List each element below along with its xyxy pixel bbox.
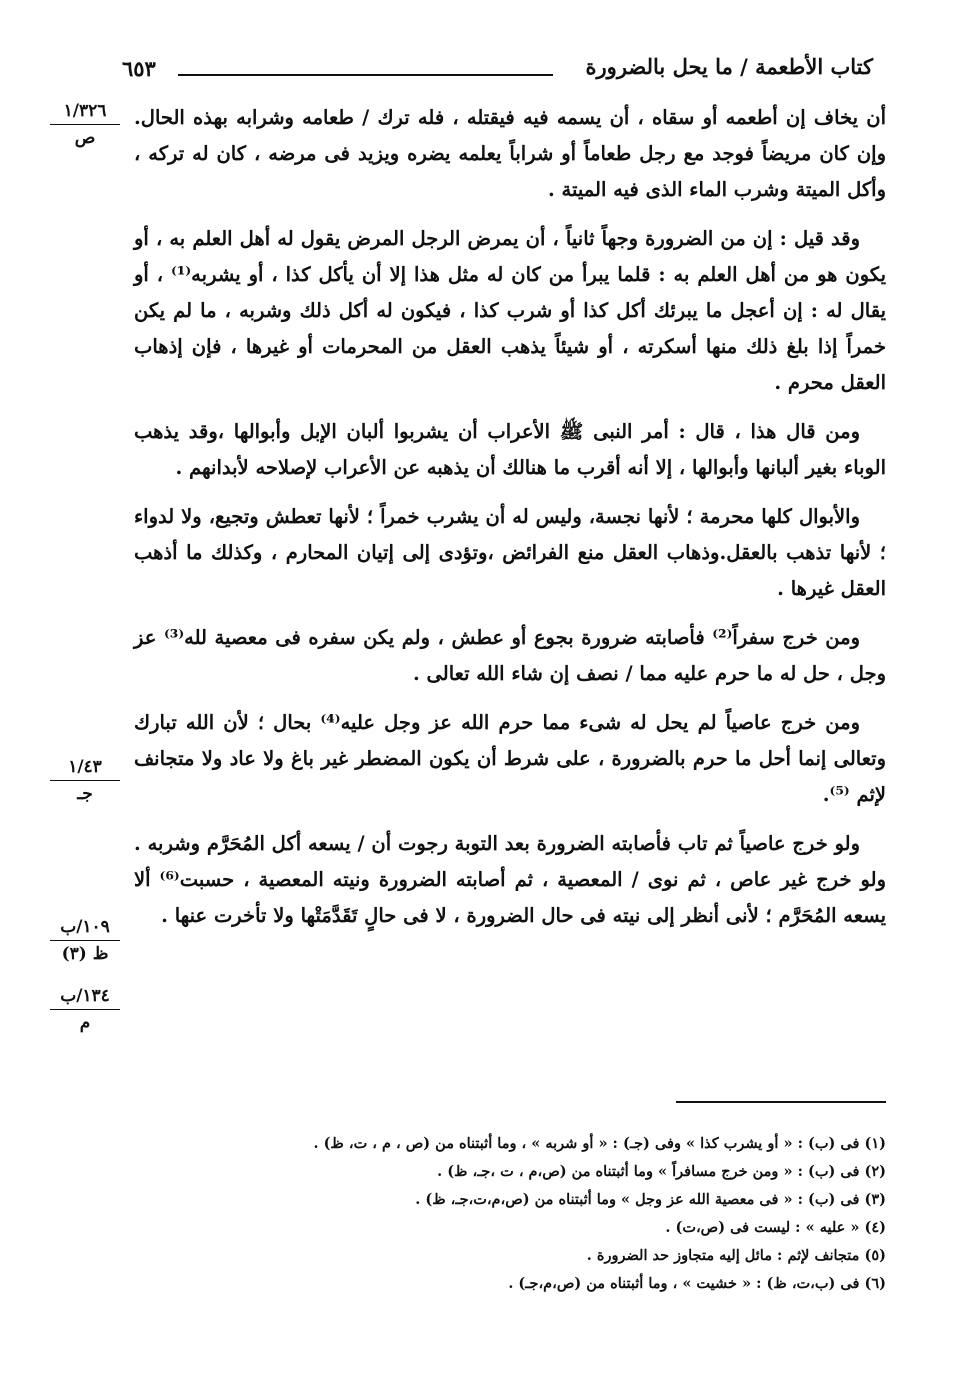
margin-note-manuscript-ref xyxy=(50,102,120,148)
margin-folio: ١/٤٣ xyxy=(50,758,120,781)
paragraph: والأبوال كلها محرمة ؛ لأنها نجسة، وليس له أن يشرب خمراً ؛ لأنها تعطش وتجيع، ولا لدواء ؛ لأنها تذهب بالعقل.وذهاب العقل منع الفرائض ،وتؤدى إلى إتيان المحارم ، وكذلك ما أذهب العقل غيرها . xyxy=(134,505,886,600)
margin-manuscript-siglum: ظ (٣) xyxy=(61,943,109,964)
footnote: (٣) فى (ب) : « فى معصية الله عز وجل » وما أثبتناه من (ص،م،ت،جـ، ظ) . xyxy=(415,1191,886,1208)
footnote: (١) فى (ب) : « أو يشرب كذا » وفى (جـ) : « أو شربه » ، وما أثبتناه من (ص ، م ، ت، ظ) . xyxy=(313,1135,886,1152)
margin-note-manuscript-ref xyxy=(50,987,120,1033)
paragraph: وقد قيل : إن من الضرورة وجهاً ثانياً ، أن يمرض الرجل المرض يقول له أهل العلم به ، أو يكون هو من أهل العلم به : قلما يبرأ من كان له مثل هذا إلا أن يأكل كذا ، أو يشربه⁽¹⁾ ، أو يقال له : إن أعجل ما يبرئك أكل كذا أو شرب كذا ، فيكون له أكل ذلك وشربه ، ما لم يكن خمراً إذا بلغ ذلك منها أسكرته ، أو شيئاً يذهب العقل من المحرمات أو غيرها ، فإن إذهاب العقل محرم . xyxy=(134,227,886,394)
paragraph: ومن قال هذا ، قال : أمر النبى ﷺ الأعراب أن يشربوا ألبان الإبل وأبوالها ،وقد يذهب الوباء بغير ألبانها وأبوالها ، إلا أنه أقرب ما هنالك أن يذهبه عن الأعراب لإصلاحه لأبدانهم . xyxy=(134,420,886,479)
paragraph: ومن خرج عاصياً لم يحل له شىء مما حرم الله عز وجل عليه⁽⁴⁾ بحال ؛ لأن الله تبارك وتعالى إنما أحل ما حرم بالضرورة ، على شرط أن يكون المضطر غير باغ ولا عاد ولا متجانف لإثم ⁽⁵⁾. xyxy=(134,711,886,806)
margin-manuscript-siglum: م xyxy=(79,1012,91,1033)
margin-folio: ١٣٤/ب xyxy=(50,987,120,1010)
running-header-title: كتاب الأطعمة / ما يحل بالضرورة xyxy=(585,54,873,79)
margin-folio: ١٠٩/ب xyxy=(50,918,120,941)
paragraph: ولو خرج عاصياً ثم تاب فأصابته الضرورة بعد التوبة رجوت أن / يسعه أكل المُحَرَّم وشربه . ولو خرج غير عاص ، ثم نوى / المعصية ، ثم أصابته الضرورة ونيته المعصية ، حسبت⁽⁶⁾ ألا يسعه المُحَرَّم ؛ لأنى أنظر إلى نيته فى حال الضرورة ، لا فى حالٍ تَقَدَّمَتْها ولا تأخرت عنها . xyxy=(134,832,886,927)
footnote-rule xyxy=(676,1101,886,1103)
paragraph: ومن خرج سفراً⁽²⁾ فأصابته ضرورة بجوع أو عطش ، ولم يكن سفره فى معصية لله⁽³⁾ عز وجل ، حل له ما حرم عليه مما / نصف إن شاء الله تعالى . xyxy=(134,626,886,685)
footnote: (٥) متجانف لإثم : مائل إليه متجاوز حد الضرورة . xyxy=(586,1247,886,1264)
margin-manuscript-siglum: ص xyxy=(74,127,96,148)
margin-manuscript-siglum: جـ xyxy=(77,783,93,804)
margin-note-manuscript-ref xyxy=(50,918,120,964)
header-rule xyxy=(178,74,553,76)
margin-folio: ١/٣٢٦ xyxy=(50,102,120,125)
footnote: (٢) فى (ب) : « ومن خرج مسافراً » وما أثبتناه من (ص،م ، ت ،جـ، ظ) . xyxy=(437,1163,886,1180)
margin-note-manuscript-ref xyxy=(50,758,120,804)
main-text xyxy=(134,100,886,947)
page-number: ٦٥٣ xyxy=(122,56,156,81)
footnote: (٦) فى (ب،ت، ظ) : « خشيت » ، وما أثبتناه من (ص،م،جـ) . xyxy=(508,1275,886,1292)
footnotes xyxy=(166,1130,886,1298)
paragraph: أن يخاف إن أطعمه أو سقاه ، أن يسمه فيه فيقتله ، فله ترك / طعامه وشرابه بهذه الحال. وإن كان مريضاً فوجد مع رجل طعاماً أو شراباً يعلمه يضره ويزيد فى مرضه ، كان له تركه ، وأكل الميتة وشرب الماء الذى فيه الميتة . xyxy=(134,106,886,201)
footnote: (٤) « عليه » : ليست فى (ص،ت) . xyxy=(665,1219,886,1236)
